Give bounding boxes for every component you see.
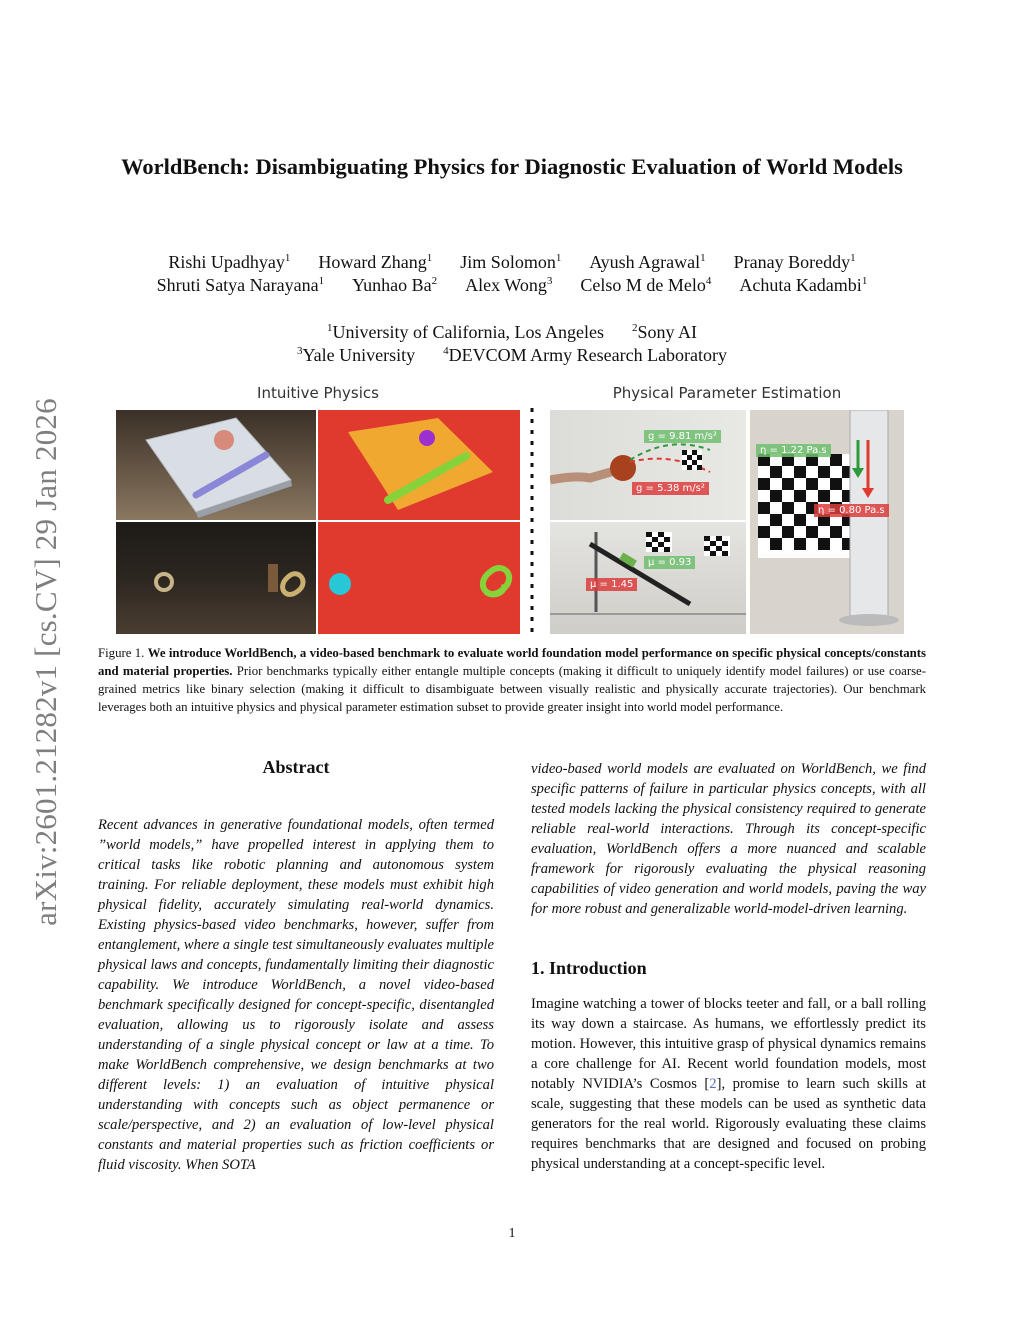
authors-row-1: [100, 251, 924, 273]
figure-label-parameter: Physical Parameter Estimation: [612, 384, 842, 402]
knot-scene-illustration: [116, 522, 316, 634]
figure-panel-ramp-sim: [318, 410, 520, 520]
abstract-body: Recent advances in generative foundational models, often termed ”world models,” have propelled interest in applying them to critical tasks like robotic planning and autonomous system training. For reliable deployment, these models must exhibit high physical fidelity, accurately simulating real-world dynamics. Existing physics-based video benchmarks, however, suffer from entanglement, where a single test simultaneously evaluates multiple physical laws and concepts, fundamentally limiting their diagnostic capability. We introduce WorldBench, a novel video-based benchmark specifically designed for concept-specific, disentangled evaluation, allowing us to rigorously isolate and assess understanding of a single physical concept or law at a time. To make WorldBench comprehensive, we design benchmarks at two different levels: 1) an evaluation of intuitive physical understanding with concepts such as object permanence or scale/perspective, and 2) an evaluation of low-level physical constants and material properties such as friction coefficients or fluid viscosity. When SOTA: [98, 817, 494, 1173]
tag-viscosity-wrong: η = 0.80 Pa.s: [814, 504, 889, 517]
gravity-scene-illustration: [550, 410, 746, 520]
caption-bold: We introduce WorldBench, a video-based benchmark to evaluate world foundation model performance on specific physical concepts/constants and material properties.: [98, 646, 926, 678]
author: Alex Wong$^3$: [465, 275, 553, 295]
page-number: 1: [508, 1226, 516, 1241]
author: Yunhao Ba$^2$: [352, 275, 438, 295]
tag-viscosity-true: η = 1.22 Pa.s: [756, 444, 831, 457]
friction-scene-illustration: [550, 522, 746, 634]
figure-caption: [98, 644, 926, 716]
author: Jim Solomon$^1$: [460, 252, 562, 272]
knot-sim-illustration: [318, 522, 520, 634]
affiliation: $^1$University of California, Los Angeles: [327, 322, 604, 342]
affiliations-row-1: [100, 321, 924, 343]
affiliations-row-2: [100, 344, 924, 366]
author: Pranay Boreddy$^1$: [733, 252, 856, 272]
introduction-body: [531, 994, 926, 1174]
abstract-continued: video-based world models are evaluated on WorldBench, we find specific patterns of failure in particular physics concepts, with all tested models lacking the physical consistency required to generate reliable real-world interactions. Through its concept-specific evaluation, WorldBench offers a more nuanced and scalable framework for rigorously evaluating the physical reasoning capabilities of video generation and world models, paving the way for more robust and generalizable world-model-driven learning.: [531, 761, 926, 917]
abstract-heading: Abstract: [262, 757, 330, 777]
caption-rest: Prior benchmarks typically either entangle multiple concepts (making it difficult to uniquely identify model failures) or use coarse-grained metrics like binary selection (making it difficult to disambiguate between visually realistic and physically accurate trajectories). Our benchmark leverages both an intuitive physics and physical parameter estimation subset to provide greater insight into world model performance.: [98, 664, 926, 714]
caption-prefix: Figure 1.: [98, 646, 145, 660]
ramp-sim-illustration: [318, 410, 520, 520]
tag-gravity-wrong: g = 5.38 m/s²: [632, 482, 709, 495]
author: Shruti Satya Narayana$^1$: [156, 275, 325, 295]
figure-panel-friction: [550, 522, 746, 634]
figure-panel-knot-sim: [318, 522, 520, 634]
affiliation: $^4$DEVCOM Army Research Laboratory: [443, 345, 728, 365]
citation-link[interactable]: 2: [709, 1076, 717, 1092]
figure-panel-gravity: [550, 410, 746, 520]
author: Howard Zhang$^1$: [318, 252, 433, 272]
authors-row-2: [100, 274, 924, 296]
figure-panel-viscosity: [750, 410, 904, 634]
intro-text: Imagine watching a tower of blocks teeter and fall, or a ball rolling its way down a staircase. As humans, we effortlessly predict its motion. However, this intuitive grasp of physical dynamics remains a core challenge for AI. Recent world foundation models, most notably NVIDIA’s Cosmos [: [531, 996, 926, 1092]
intro-text: ], promise to learn such skills at scale, suggesting that these models can be used as synthetic data generators for the real world. Rigorously evaluating these claims requires benchmarks that are designed and focused on probing physical understanding at a concept-specific level.: [531, 1076, 926, 1172]
introduction-heading: 1. Introduction: [531, 958, 647, 978]
checkerboard-target: [646, 532, 730, 556]
ramp-scene-illustration: [116, 410, 316, 520]
figure-panel-knot-real: [116, 522, 316, 634]
author: Ayush Agrawal$^1$: [589, 252, 706, 272]
tag-friction-wrong: μ = 1.45: [586, 578, 637, 591]
affiliation: $^3$Yale University: [296, 345, 416, 365]
author: Celso M de Melo$^4$: [580, 275, 712, 295]
author: Achuta Kadambi$^1$: [739, 275, 868, 295]
affiliation: $^2$Sony AI: [631, 322, 697, 342]
tag-friction-true: μ = 0.93: [644, 556, 695, 569]
figure-label-intuitive: Intuitive Physics: [257, 384, 379, 402]
author: Rishi Upadhyay$^1$: [168, 252, 291, 272]
arxiv-stamp: arXiv:2601.21282v1 [cs.CV] 29 Jan 2026: [28, 398, 63, 926]
figure-divider: [530, 408, 534, 634]
checkerboard-target: [682, 450, 702, 470]
figure-panel-ramp-real: [116, 410, 316, 520]
paper-title: WorldBench: Disambiguating Physics for Diagnostic Evaluation of World Models: [121, 154, 903, 179]
tag-gravity-true: g = 9.81 m/s²: [644, 430, 721, 443]
